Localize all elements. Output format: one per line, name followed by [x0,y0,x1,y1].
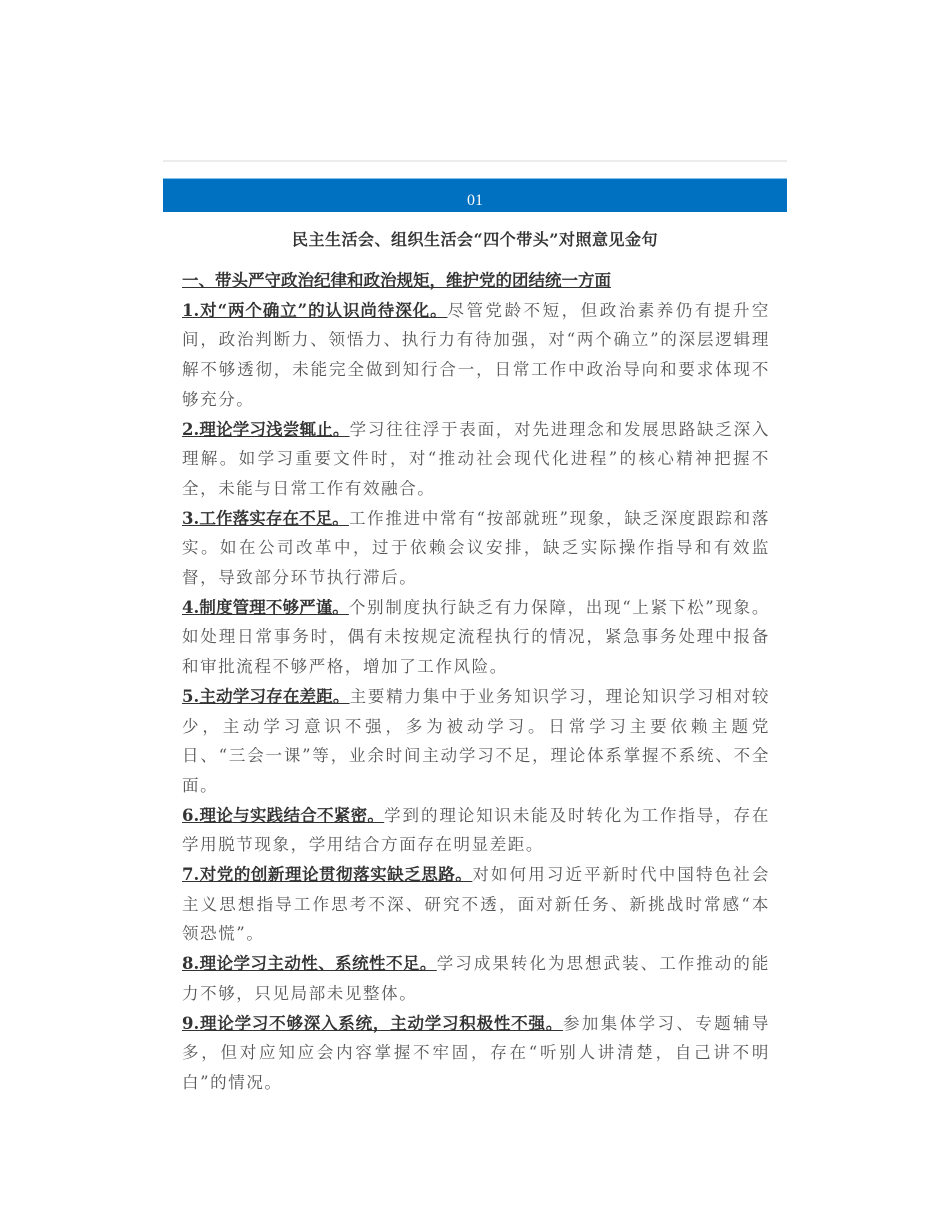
item-lead: 5.主动学习存在差距。 [182,686,350,706]
item-body: 学习成果转化为思想武装、工作推动的能力不够，只见局部未见整体。 [182,954,770,1003]
list-item [182,949,770,1008]
document-title: 民主生活会、组织生活会“四个带头”对照意见金句 [292,230,658,249]
list-item [182,1009,770,1098]
list-item [182,296,770,415]
list-item [182,860,770,949]
item-body: 主要精力集中于业务知识学习，理论知识学习相对较少，主动学习意识不强，多为被动学习。日常学习主要依赖主题党日、“三会一课”等，业余时间主动学习不足，理论体系掌握不系统、不全面。 [182,686,770,795]
top-divider [163,160,787,162]
item-lead: 7.对党的创新理论贯彻落实缺乏思路。 [182,865,473,885]
list-item [182,682,770,801]
item-lead: 4.制度管理不够严谨。 [182,597,349,617]
item-body: 参加集体学习、专题辅导多，但对应知应会内容掌握不牢固，存在“听别人讲清楚，自己讲不明白”的情况。 [182,1013,770,1092]
item-lead: 8.理论学习主动性、系统性不足。 [182,954,437,974]
item-body: 对如何用习近平新时代中国特色社会主义思想指导工作思考不深、研究不透，面对新任务、新挑战时常感“本领恐慌”。 [182,865,770,944]
item-lead: 1.对“两个确立”的认识尚待深化。 [182,300,448,320]
item-lead: 2.理论学习浅尝辄止。 [182,419,350,439]
list-item [182,415,770,504]
item-lead: 9.理论学习不够深入系统，主动学习积极性不强。 [182,1013,564,1033]
list-item [182,593,770,682]
section-number: 01 [467,192,483,209]
document-body [182,266,770,1098]
section-number-banner [163,178,787,212]
item-body: 工作推进中常有“按部就班”现象，缺乏深度跟踪和落实。如在公司改革中，过于依赖会议安排，缺乏实际操作指导和有效监督，导致部分环节执行滞后。 [182,508,770,588]
item-lead: 3.工作落实存在不足。 [182,508,349,528]
item-body: 尽管党龄不短，但政治素养仍有提升空间，政治判断力、领悟力、执行力有待加强，对“两个确立”的深层逻辑理解不够透彻，未能完全做到知行合一，日常工作中政治导向和要求体现不够充分。 [182,300,770,409]
item-body: 学到的理论知识未能及时转化为工作指导，存在学用脱节现象，学用结合方面存在明显差距。 [182,805,770,855]
item-body: 学习往往浮于表面，对先进理念和发展思路缺乏深入理解。如学习重要文件时，对“推动社会现代化进程”的核心精神把握不全，未能与日常工作有效融合。 [182,419,770,498]
list-item [182,801,770,860]
list-item [182,504,770,593]
item-body: 个别制度执行缺乏有力保障，出现“上紧下松”现象。如处理日常事务时，偶有未按规定流程执行的情况，紧急事务处理中报备和审批流程不够严格，增加了工作风险。 [182,597,770,677]
section-heading: 一、带头严守政治纪律和政治规矩，维护党的团结统一方面 [182,271,611,290]
item-lead: 6.理论与实践结合不紧密。 [182,805,385,825]
